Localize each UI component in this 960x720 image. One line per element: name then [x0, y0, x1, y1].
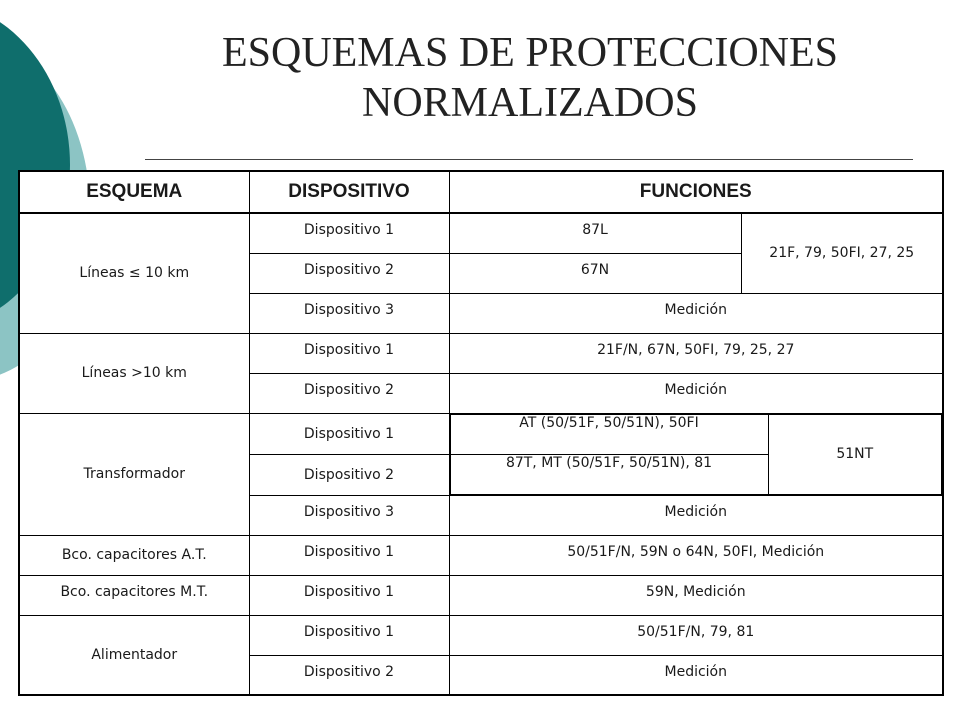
device-cell: Dispositivo 3 [249, 495, 449, 535]
device-cell: Dispositivo 1 [249, 413, 449, 454]
function-cell: 50/51F/N, 59N o 64N, 50FI, Medición [449, 535, 943, 575]
function-cell: Medición [449, 655, 943, 695]
device-cell: Dispositivo 1 [249, 535, 449, 575]
slide-title [145, 28, 915, 128]
device-cell: Dispositivo 1 [249, 333, 449, 373]
scheme-cell: Transformador [19, 413, 249, 535]
table-row [19, 213, 943, 253]
header-row [19, 171, 943, 213]
table-row [19, 413, 943, 454]
device-cell: Dispositivo 2 [249, 373, 449, 413]
function-cell: 21F/N, 67N, 50FI, 79, 25, 27 [449, 333, 943, 373]
title-line-1: ESQUEMAS DE PROTECCIONES [221, 30, 839, 76]
device-cell: Dispositivo 2 [249, 454, 449, 495]
function-cell: Medición [449, 293, 943, 333]
function-cell: 67N [449, 253, 741, 293]
title-divider [145, 159, 913, 160]
device-cell: Dispositivo 2 [249, 655, 449, 695]
scheme-cell: Bco. capacitores A.T. [19, 535, 249, 575]
header-esquema: ESQUEMA [19, 171, 249, 213]
scheme-cell: Líneas >10 km [19, 333, 249, 413]
header-dispositivo: DISPOSITIVO [249, 171, 449, 213]
title-line-2: NORMALIZADOS [362, 80, 698, 126]
function-cell: AT (50/51F, 50/51N), 50FI [450, 414, 768, 454]
device-cell: Dispositivo 1 [249, 575, 449, 615]
device-cell: Dispositivo 3 [249, 293, 449, 333]
function-cell: 87L [449, 213, 741, 253]
shared-function-cell: 21F, 79, 50FI, 27, 25 [741, 213, 943, 293]
scheme-cell: Alimentador [19, 615, 249, 695]
table-row [19, 535, 943, 575]
protection-schemes-table [18, 170, 944, 696]
function-cell: Medición [449, 373, 943, 413]
transformer-functions-subtable [450, 414, 943, 495]
function-cell: 87T, MT (50/51F, 50/51N), 81 [450, 454, 768, 494]
header-funciones: FUNCIONES [449, 171, 943, 213]
device-cell: Dispositivo 2 [249, 253, 449, 293]
function-cell: 59N, Medición [449, 575, 943, 615]
transformer-functions-block [449, 413, 943, 495]
device-cell: Dispositivo 1 [249, 615, 449, 655]
shared-function-cell: 51NT [768, 414, 942, 494]
table-row [19, 575, 943, 615]
device-cell: Dispositivo 1 [249, 213, 449, 253]
table-row [19, 333, 943, 373]
scheme-cell: Líneas ≤ 10 km [19, 213, 249, 333]
scheme-cell: Bco. capacitores M.T. [19, 575, 249, 615]
function-cell: Medición [449, 495, 943, 535]
function-cell: 50/51F/N, 79, 81 [449, 615, 943, 655]
table-row [19, 615, 943, 655]
